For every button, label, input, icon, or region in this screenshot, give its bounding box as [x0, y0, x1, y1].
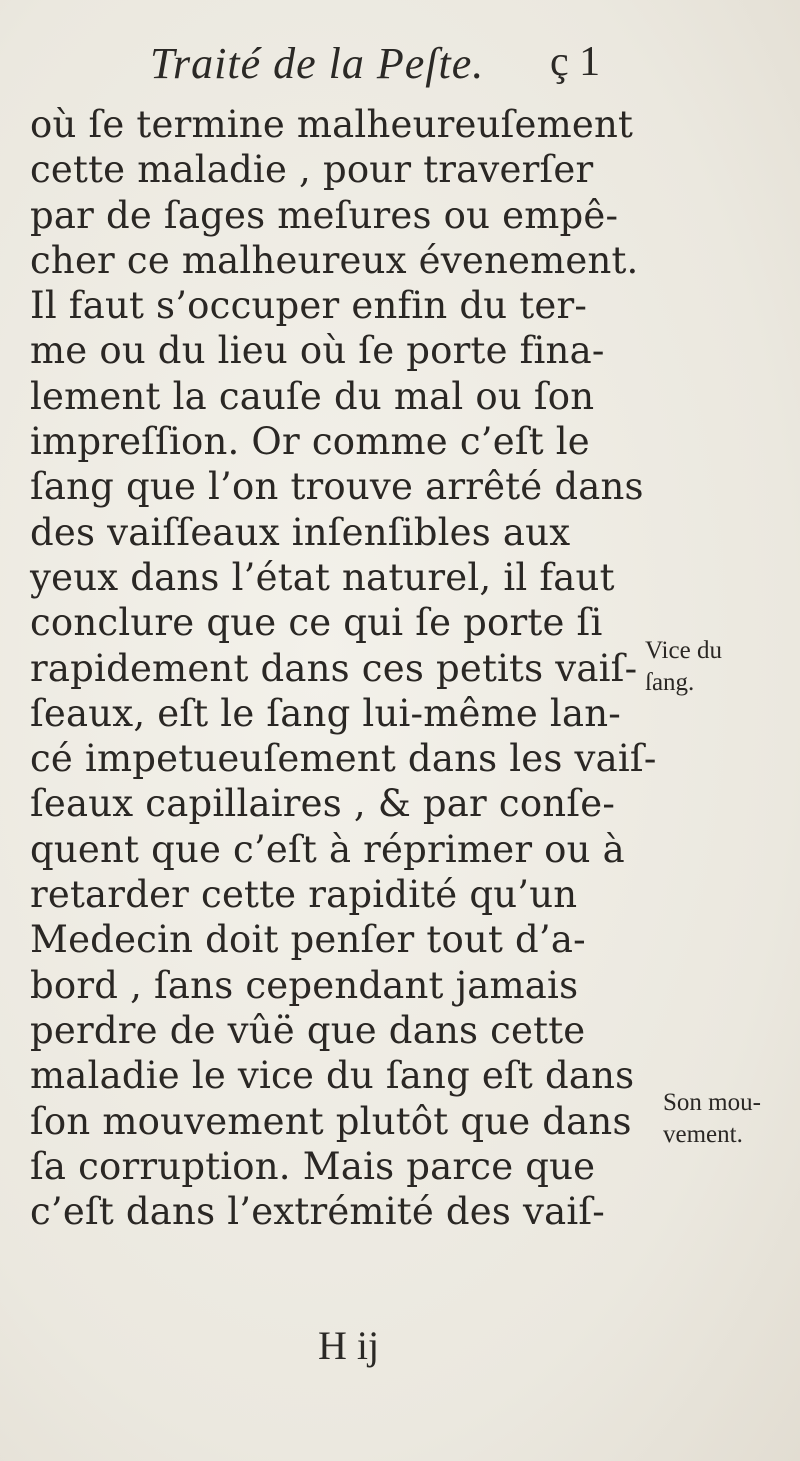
text-line: impreſſion. Or comme c’eſt le	[30, 420, 590, 464]
margin-note-line: ſang.	[645, 669, 695, 696]
margin-note-son-mouvement	[663, 1087, 761, 1151]
margin-note-vice-du-sang	[645, 635, 722, 699]
text-line: lement la cauſe du mal ou ſon	[30, 374, 595, 418]
text-line: quent que c’eſt à réprimer ou à	[30, 827, 625, 871]
text-line: maladie le vice du ſang eſt dans	[30, 1054, 635, 1098]
text-line: yeux dans l’état naturel, il faut	[30, 555, 615, 599]
signature-mark: H ij	[318, 1323, 380, 1368]
text-line: des vaiſſeaux inſenſibles aux	[30, 510, 571, 554]
text-line: ſeaux, eſt le ſang lui-même lan-	[30, 691, 621, 735]
text-line: c’eſt dans l’extrémité des vaiſ-	[30, 1190, 606, 1234]
text-line: cette maladie , pour traverſer	[30, 148, 594, 192]
text-line: par de ſages meſures ou empê-	[30, 193, 619, 237]
text-line: cé impetueuſement dans les vaiſ-	[30, 737, 657, 781]
margin-note-line: Vice du	[645, 637, 722, 664]
page-header	[150, 38, 630, 102]
running-title: Traité de la Peſte.	[150, 39, 485, 88]
text-line: Medecin doit penſer tout d’a-	[30, 918, 586, 962]
text-line: me ou du lieu où ſe porte fina-	[30, 329, 605, 373]
text-line: rapidement dans ces petits vaiſ-	[30, 646, 638, 690]
text-line: ſeaux capillaires , & par conſe-	[30, 782, 616, 826]
text-line: ſa corruption. Mais parce que	[30, 1144, 596, 1188]
text-line: ſang que l’on trouve arrêté dans	[30, 465, 644, 509]
text-line: bord , ſans cependant jamais	[30, 963, 579, 1007]
text-line: conclure que ce qui ſe porte ſi	[30, 601, 603, 645]
text-line: retarder cette rapidité qu’un	[30, 873, 578, 917]
text-line: ſon mouvement plutôt que dans	[30, 1099, 632, 1143]
page-number: ç 1	[550, 39, 601, 85]
margin-note-line: vement.	[663, 1121, 743, 1148]
text-line: Il faut s’occuper enfin du ter-	[30, 284, 588, 328]
margin-note-line: Son mou-	[663, 1089, 761, 1116]
text-line: cher ce malheureux évenement.	[30, 238, 639, 282]
text-line: perdre de vûë que dans cette	[30, 1008, 586, 1052]
body-text	[30, 102, 657, 1234]
text-line: où ſe termine malheureuſement	[30, 103, 634, 146]
